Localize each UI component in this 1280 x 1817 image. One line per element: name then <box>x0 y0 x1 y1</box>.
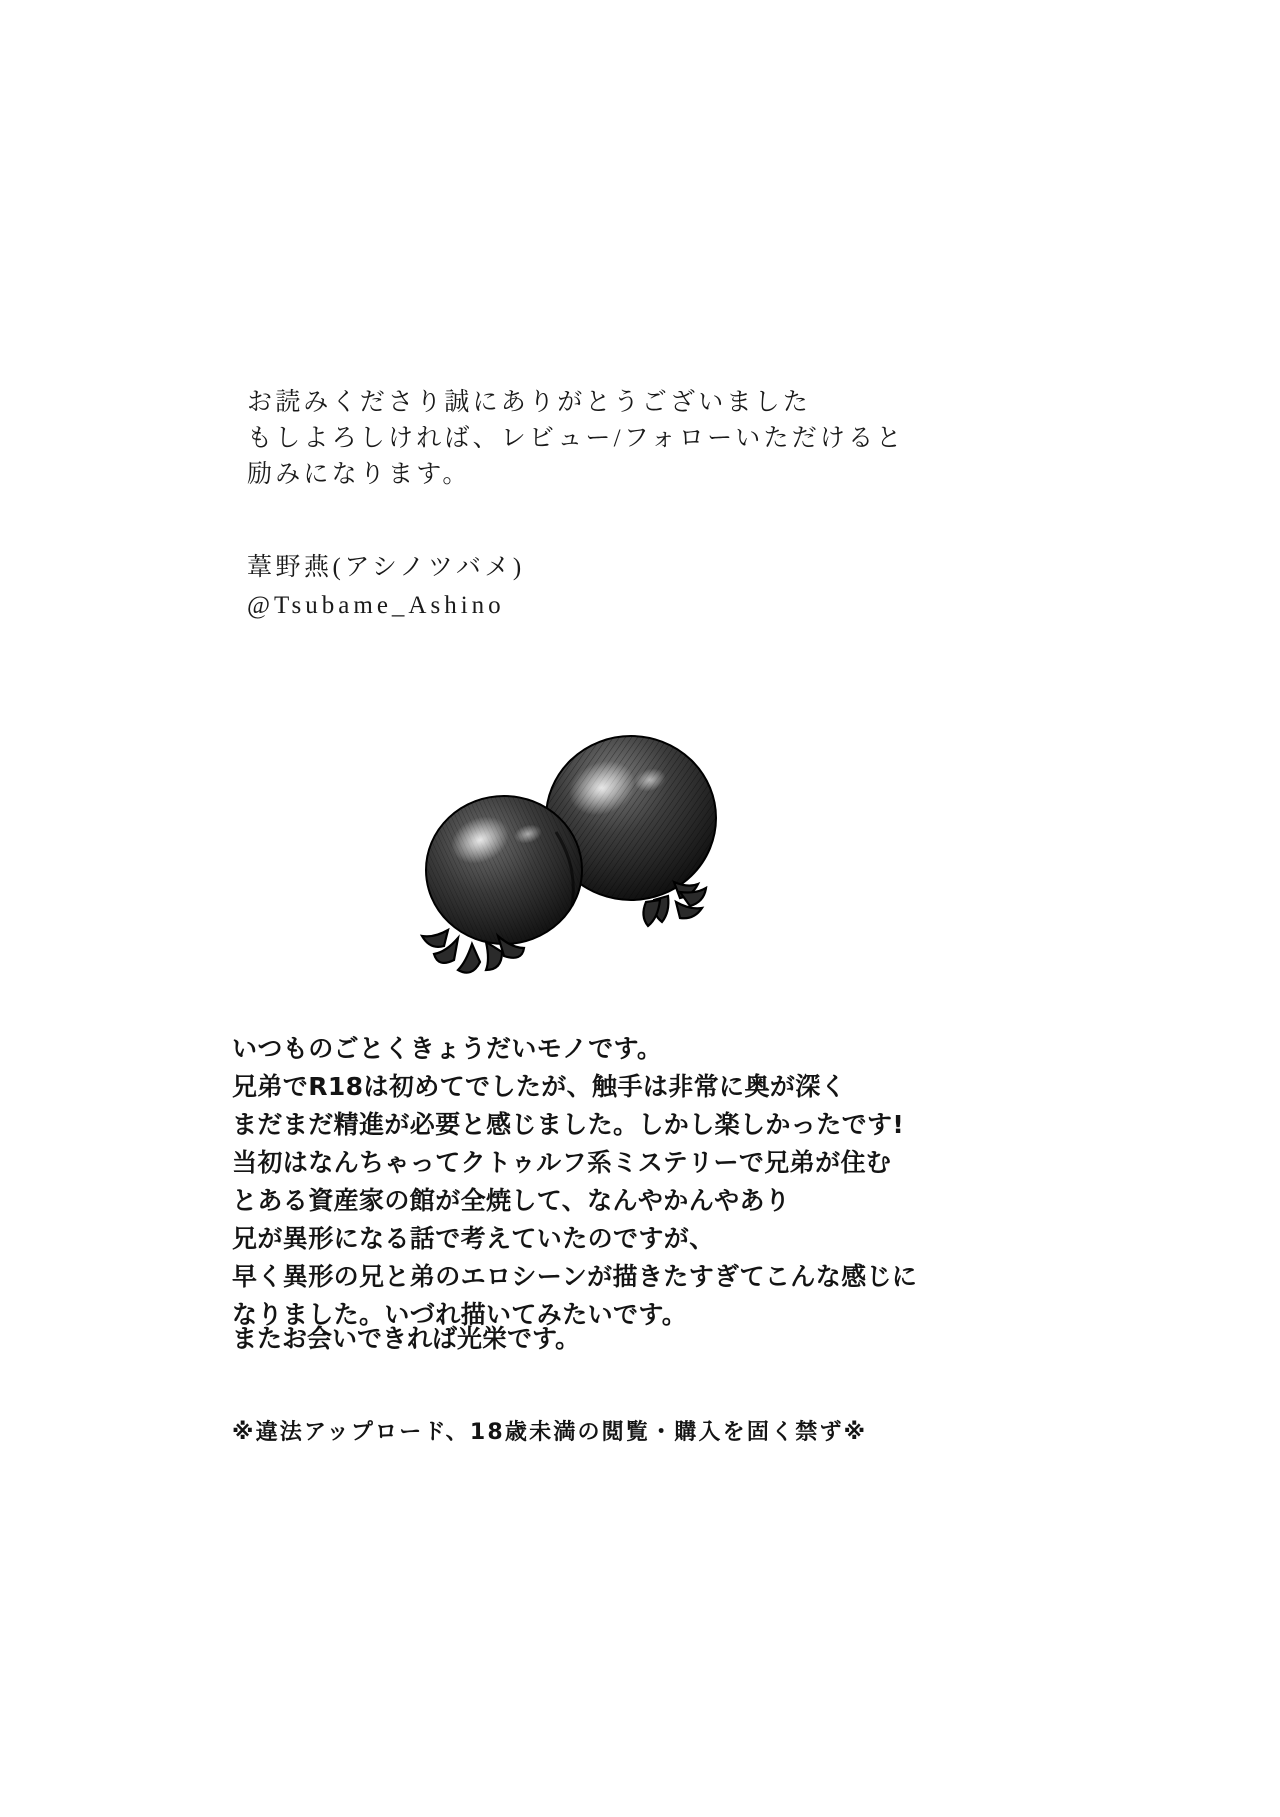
afterword-line-3: まだまだ精進が必要と感じました。しかし楽しかったです! <box>232 1110 905 1139</box>
afterword-line-4: 当初はなんちゃってクトゥルフ系ミステリーで兄弟が住む <box>232 1148 892 1177</box>
thanks-line-3: 励みになります。 <box>247 461 471 488</box>
closing-text: またお会いできれば光栄です。 <box>232 1324 581 1353</box>
thanks-line-1: お読みくださり誠にありがとうございました <box>247 389 812 416</box>
afterword-paragraph <box>232 1030 1132 1334</box>
author-name: 葦野燕(アシノツバメ) <box>247 554 525 581</box>
pomegranate-front <box>422 796 582 973</box>
closing-remark <box>232 1320 1132 1358</box>
notice-text: ※違法アップロード、18歳未満の閲覧・購入を固く禁ず※ <box>232 1420 868 1445</box>
afterword-line-6: 兄が異形になる話で考えていたのですが、 <box>232 1224 715 1253</box>
afterword-line-5: とある資産家の館が全焼して、なんやかんやあり <box>232 1186 791 1215</box>
thanks-paragraph <box>247 385 1067 493</box>
author-handle: @Tsubame_Ashino <box>247 592 505 619</box>
afterword-line-2: 兄弟でR18は初めてでしたが、触手は非常に奥が深く <box>232 1072 847 1101</box>
afterword-line-7: 早く異形の兄と弟のエロシーンが描きたすぎてこんな感じに <box>232 1262 918 1291</box>
afterword-line-8: なりました。いづれ描いてみたいです。 <box>232 1300 688 1329</box>
afterword-line-1: いつものごとくきょうだいモノです。 <box>232 1034 663 1063</box>
signature <box>247 549 947 625</box>
thanks-line-2: もしよろしければ、レビュー/フォローいただけると <box>247 425 905 452</box>
pomegranate-ink-drawing <box>388 710 788 1010</box>
legal-notice <box>232 1418 1132 1448</box>
